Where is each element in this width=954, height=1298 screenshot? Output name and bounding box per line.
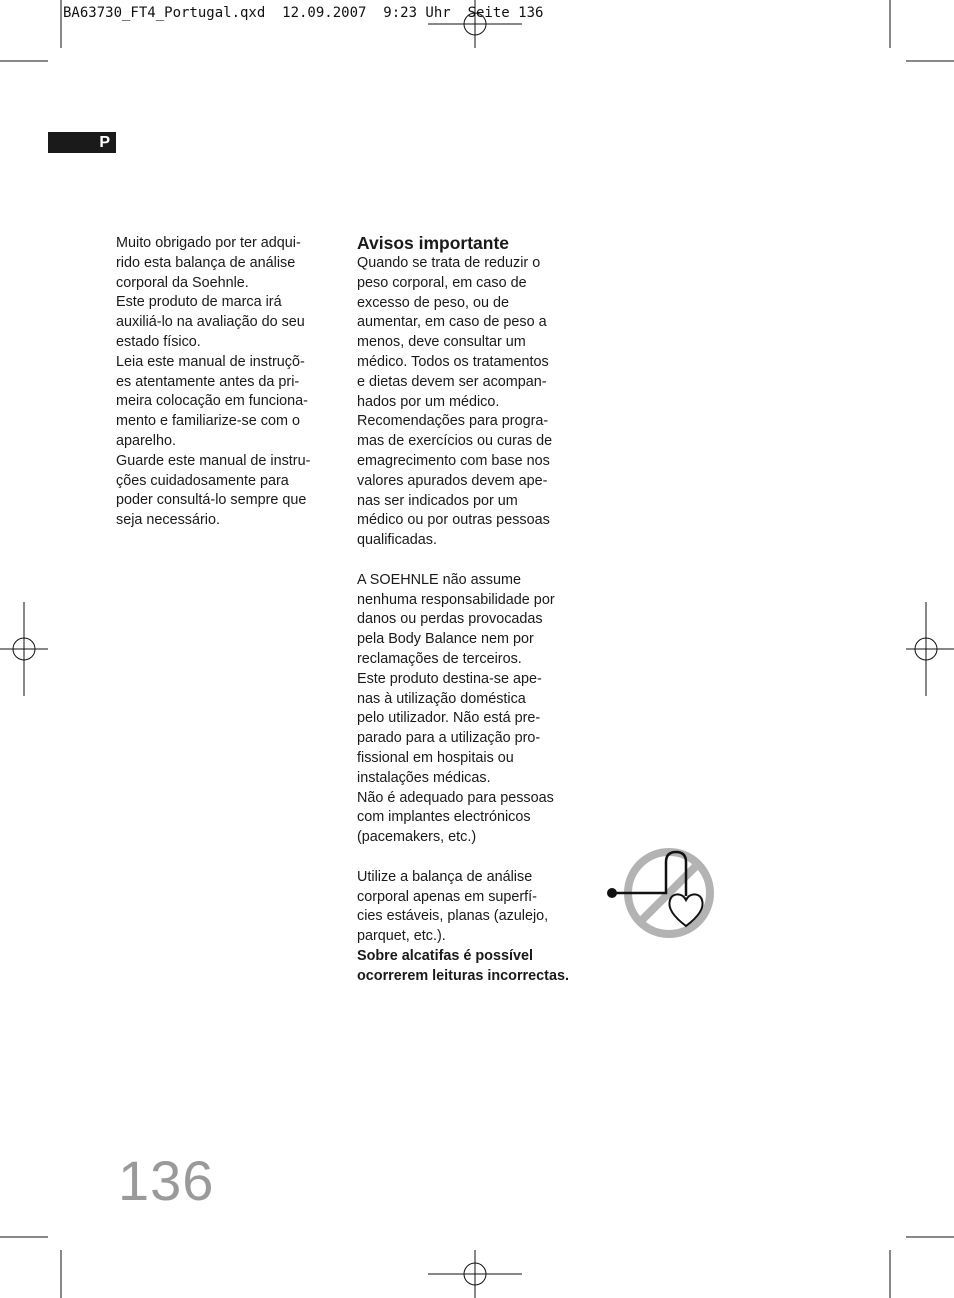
warnings-column — [357, 232, 582, 986]
warnings-paragraph-3: Utilize a balança de análise corporal apenas em superfí- cies estáveis, planas (azulejo, parquet, etc.). — [357, 868, 549, 945]
intro-paragraph-4: Guarde este manual de instru- ções cuidadosamente para poder consultá-lo sempre que seja necessário. — [116, 452, 311, 529]
intro-column — [116, 234, 336, 531]
page-number: 136 — [118, 1149, 215, 1212]
warnings-heading: Avisos importante — [357, 233, 510, 253]
language-tab — [48, 132, 116, 153]
print-slug-line: BA63730_FT4_Portugal.qxd 12.09.2007 9:23 Uhr Seite 136 — [63, 5, 544, 21]
language-tab-label: P — [99, 134, 110, 151]
carpet-warning: Sobre alcatifas é possível ocorrerem leituras incorrectas. — [357, 947, 569, 984]
intro-paragraph-2: Este produto de marca irá auxiliá-lo na avaliação do seu estado físico. — [116, 294, 305, 350]
warnings-paragraph-1: Quando se trata de reduzir o peso corporal, em caso de excesso de peso, ou de aumentar, em caso de peso a menos, deve consultar um médico. Todos os tratamentos e dietas devem ser acompan- hados por um médico. Recomendações para progra- mas de exercícios ou curas de emagrecimento com base nos valores apurados devem ape- nas ser indicados por um médico ou por outras pessoas qualificadas. — [357, 255, 553, 549]
warnings-paragraph-2: A SOEHNLE não assume nenhuma responsabilidade por danos ou perdas provocadas pela Body Balance nem por reclamações de terceiros. Este produto destina-se ape- nas à utilização doméstica pelo utilizador. Não está pre- parado para a utilização pro- fissional em hospitais ou instalações médicas. Não é adequado para pessoas com implantes electrónicos (pacemakers, etc.) — [357, 571, 555, 846]
intro-paragraph-3: Leia este manual de instruçõ- es atentamente antes da pri- meira colocação em funciona- mento e familiarize-se com o aparelho. — [116, 353, 308, 449]
no-pacemaker-icon — [600, 844, 720, 944]
intro-paragraph-1: Muito obrigado por ter adqui- rido esta balança de análise corporal da Soehnle. — [116, 235, 301, 291]
